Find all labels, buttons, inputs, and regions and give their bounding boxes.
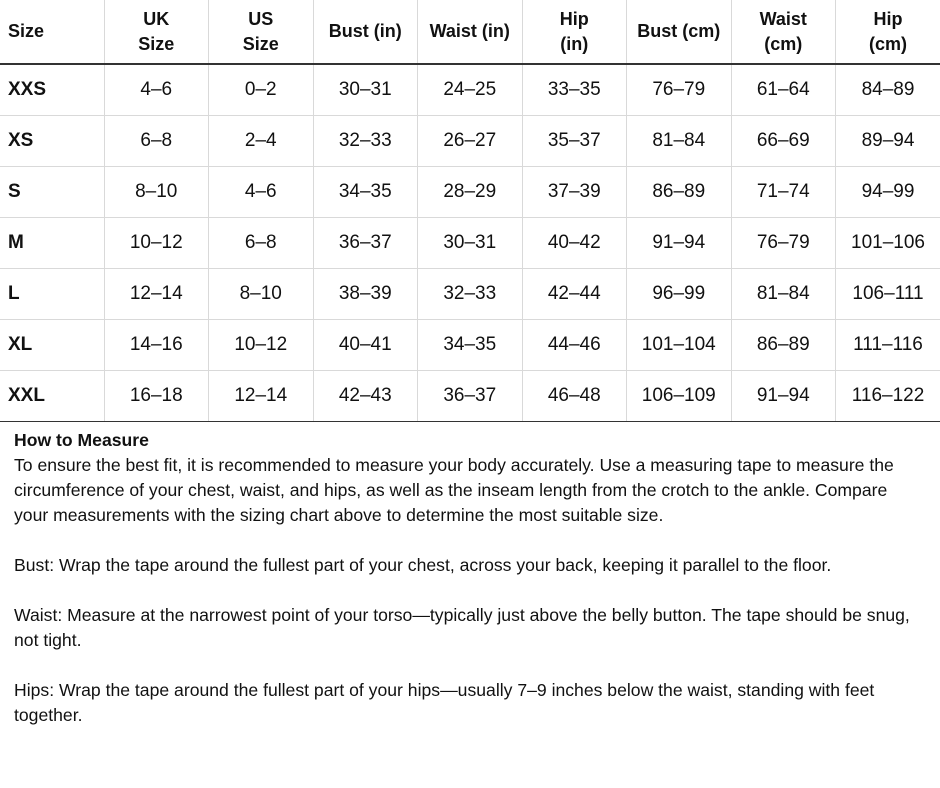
header-waist-cm-line: Waist	[759, 8, 807, 29]
table-row	[0, 320, 940, 371]
header-uk-size-line: Size	[138, 33, 175, 54]
cell-hip-in: 44–46	[522, 320, 627, 371]
header-size	[0, 0, 104, 64]
table-header	[0, 0, 940, 64]
cell-bust-cm: 81–84	[627, 116, 732, 167]
cell-bust-in: 42–43	[313, 371, 418, 422]
cell-waist-in: 34–35	[418, 320, 523, 371]
header-us-size	[209, 0, 314, 64]
table-row	[0, 167, 940, 218]
cell-us-size: 0–2	[209, 64, 314, 116]
cell-waist-in: 36–37	[418, 371, 523, 422]
cell-waist-in: 24–25	[418, 64, 523, 116]
cell-hip-in: 35–37	[522, 116, 627, 167]
cell-us-size: 2–4	[209, 116, 314, 167]
cell-bust-cm: 91–94	[627, 218, 732, 269]
cell-size: M	[0, 218, 104, 269]
cell-uk-size: 4–6	[104, 64, 209, 116]
cell-size: S	[0, 167, 104, 218]
cell-uk-size: 6–8	[104, 116, 209, 167]
cell-hip-cm: 106–111	[836, 269, 940, 320]
cell-hip-in: 42–44	[522, 269, 627, 320]
cell-bust-cm: 76–79	[627, 64, 732, 116]
cell-bust-cm: 96–99	[627, 269, 732, 320]
cell-uk-size: 14–16	[104, 320, 209, 371]
cell-bust-in: 32–33	[313, 116, 418, 167]
header-hip-cm	[836, 0, 940, 64]
header-bust-in	[313, 0, 418, 64]
header-row	[0, 0, 940, 64]
cell-waist-in: 32–33	[418, 269, 523, 320]
cell-size: XL	[0, 320, 104, 371]
cell-hip-cm: 94–99	[836, 167, 940, 218]
cell-us-size: 8–10	[209, 269, 314, 320]
table-row	[0, 218, 940, 269]
cell-waist-cm: 66–69	[731, 116, 836, 167]
cell-waist-in: 28–29	[418, 167, 523, 218]
table-row	[0, 269, 940, 320]
cell-us-size: 6–8	[209, 218, 314, 269]
cell-bust-in: 38–39	[313, 269, 418, 320]
cell-size: L	[0, 269, 104, 320]
header-bust-in-line: Bust (in)	[328, 21, 402, 41]
cell-uk-size: 12–14	[104, 269, 209, 320]
header-waist-cm	[731, 0, 836, 64]
waist-instructions: Waist: Measure at the narrowest point of your torso—typically just above the belly button. The tape should be snug, not tight.	[14, 605, 910, 650]
cell-waist-in: 26–27	[418, 116, 523, 167]
cell-hip-cm: 111–116	[836, 320, 940, 371]
cell-uk-size: 10–12	[104, 218, 209, 269]
table-row	[0, 371, 940, 422]
cell-bust-in: 34–35	[313, 167, 418, 218]
header-size-line: Size	[8, 21, 45, 41]
header-uk-size	[104, 0, 209, 64]
header-hip-cm-line: (cm)	[868, 33, 907, 54]
cell-bust-in: 40–41	[313, 320, 418, 371]
cell-bust-in: 36–37	[313, 218, 418, 269]
header-hip-cm-line: Hip	[873, 8, 903, 29]
cell-size: XS	[0, 116, 104, 167]
header-uk-size-line: UK	[143, 8, 170, 29]
cell-waist-cm: 81–84	[731, 269, 836, 320]
cell-us-size: 10–12	[209, 320, 314, 371]
header-us-size-line: US	[248, 8, 274, 29]
header-hip-in-line: (in)	[560, 33, 589, 54]
table-body	[0, 64, 940, 422]
cell-hip-cm: 84–89	[836, 64, 940, 116]
how-to-measure-title: How to Measure	[14, 430, 149, 450]
bust-instructions: Bust: Wrap the tape around the fullest part of your chest, across your back, keeping it parallel to the floor.	[14, 555, 832, 575]
cell-bust-cm: 86–89	[627, 167, 732, 218]
cell-bust-in: 30–31	[313, 64, 418, 116]
cell-waist-cm: 76–79	[731, 218, 836, 269]
header-hip-in-line: Hip	[559, 8, 589, 29]
cell-uk-size: 8–10	[104, 167, 209, 218]
header-waist-in-line: Waist (in)	[429, 21, 510, 41]
table-row	[0, 64, 940, 116]
cell-hip-cm: 89–94	[836, 116, 940, 167]
hips-instructions: Hips: Wrap the tape around the fullest part of your hips—usually 7–9 inches below the waist, standing with feet together.	[14, 680, 875, 725]
table-row	[0, 116, 940, 167]
cell-size: XXS	[0, 64, 104, 116]
cell-waist-cm: 61–64	[731, 64, 836, 116]
cell-size: XXL	[0, 371, 104, 422]
header-waist-in	[418, 0, 523, 64]
cell-waist-cm: 91–94	[731, 371, 836, 422]
header-bust-cm	[627, 0, 732, 64]
header-bust-cm-line: Bust (cm)	[637, 21, 721, 41]
cell-uk-size: 16–18	[104, 371, 209, 422]
cell-hip-cm: 116–122	[836, 371, 940, 422]
how-to-measure-section	[14, 428, 926, 728]
cell-hip-cm: 101–106	[836, 218, 940, 269]
cell-waist-cm: 86–89	[731, 320, 836, 371]
cell-hip-in: 37–39	[522, 167, 627, 218]
cell-bust-cm: 101–104	[627, 320, 732, 371]
header-us-size-line: Size	[242, 33, 279, 54]
cell-hip-in: 33–35	[522, 64, 627, 116]
cell-us-size: 12–14	[209, 371, 314, 422]
header-waist-cm-line: (cm)	[764, 33, 803, 54]
cell-us-size: 4–6	[209, 167, 314, 218]
cell-hip-in: 46–48	[522, 371, 627, 422]
measure-intro-text: To ensure the best fit, it is recommended to measure your body accurately. Use a measuring tape to measure the circumference of your chest, waist, and hips, as well as the inseam length from the crotch to the ankle. Compare your measurements with the sizing chart above to determine the most suitable size.	[14, 455, 894, 525]
cell-hip-in: 40–42	[522, 218, 627, 269]
cell-bust-cm: 106–109	[627, 371, 732, 422]
cell-waist-in: 30–31	[418, 218, 523, 269]
header-hip-in	[522, 0, 627, 64]
cell-waist-cm: 71–74	[731, 167, 836, 218]
